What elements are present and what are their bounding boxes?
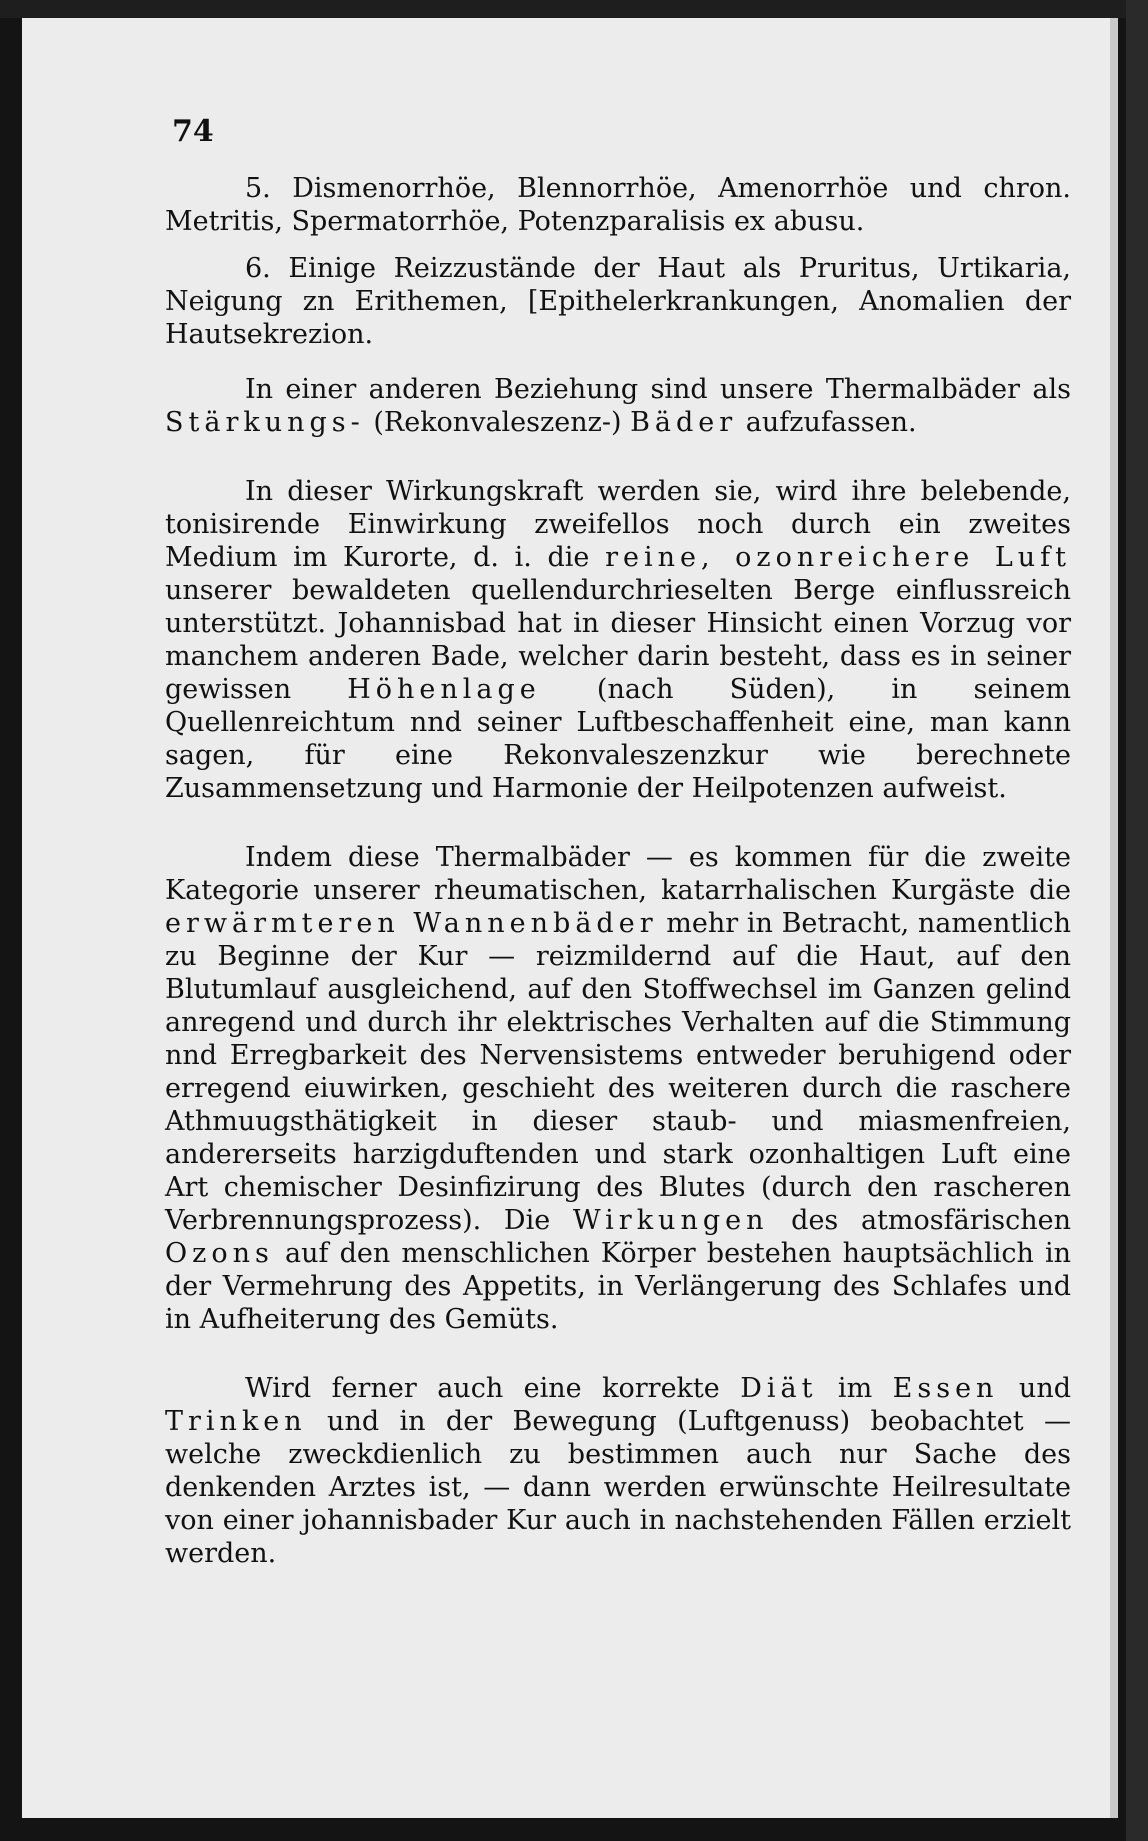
- paragraph-strengthening-baths: [165, 373, 1071, 439]
- paragraph-text: In einer anderen Beziehung sind unsere Thermalbäder als: [245, 374, 1071, 405]
- spaced-emphasis-text: Ozons: [165, 1238, 274, 1269]
- paragraph-text: und: [998, 1373, 1071, 1404]
- paragraph-text: 5. Dismenorrhöe, Blennorrhöe, Amenorrhöe und chron. Metritis, Spermatorrhöe, Potenzparalisis ex abusu.: [165, 173, 1071, 237]
- paragraph-text: In dieser Wirkungskraft werden sie, wird ihre belebende, tonisirende Einwirkung zweifellos noch durch ein zweites Medium im Kurorte, d. i. die: [165, 476, 1071, 573]
- spaced-emphasis-text: erwärmteren Wannenbäder: [165, 908, 658, 939]
- page-number: 74: [172, 114, 214, 149]
- paragraph-text: im: [817, 1373, 893, 1404]
- paragraph-thermal-effects: [165, 841, 1071, 1336]
- paragraph-text: (nach Süden), in seinem Quellenreichtum nnd seiner Luftbeschaffenheit eine, man kann sagen, für eine Rekonvaleszenzkur wie berechnete Zusammensetzung und Harmonie der Heilpotenzen aufweist.: [165, 674, 1072, 804]
- spaced-emphasis-text: Diät: [740, 1373, 818, 1404]
- paragraph-text: Wird ferner auch eine korrekte: [245, 1373, 741, 1404]
- paragraph-list-item-6: [165, 252, 1071, 351]
- paragraph-text: aufzufassen.: [737, 407, 917, 438]
- paragraph-text: 6. Einige Reizzustände der Haut als Pruritus, Urtikaria, Neigung zn Erithemen, [Epithelerkrankungen, Anomalien der Hautsekrezion.: [165, 253, 1071, 350]
- spaced-emphasis-text: Wirkungen: [572, 1205, 769, 1236]
- paragraph-list-item-5: [165, 172, 1071, 238]
- paragraph-text: unserer bewaldeten quellendurchrieselten Berge einflussreich unterstützt. Johannisbad hat in dieser Hinsicht einen Vorzug vor manchem anderen Bade, welcher darin besteht, dass es in seiner gewissen: [165, 575, 1071, 705]
- spaced-emphasis-text: Höhenlage: [347, 674, 541, 705]
- paragraph-text: (Rekonvaleszenz-): [364, 407, 631, 438]
- scan-top-edge: [0, 0, 1148, 18]
- paragraph-diet-results: [165, 1372, 1071, 1570]
- scan-right-edge: [1126, 0, 1148, 1841]
- spaced-emphasis-text: Bäder: [630, 407, 738, 438]
- spaced-emphasis-text: reine, ozonreichere Luft: [605, 542, 1071, 573]
- paragraph-text: Indem diese Thermalbäder — es kommen für die zweite Kategorie unserer rheumatischen, katarrhalischen Kurgäste die: [165, 842, 1071, 906]
- spaced-emphasis-text: Essen: [892, 1373, 999, 1404]
- spaced-emphasis-text: Stärkungs-: [165, 407, 365, 438]
- paragraph-air-quality: [165, 475, 1071, 805]
- paragraph-text: auf den menschlichen Körper bestehen hauptsächlich in der Vermehrung des Appetits, in Verlängerung des Schlafes und in Aufheiterung des Gemüts.: [165, 1238, 1071, 1335]
- paragraph-text: des atmosfärischen: [768, 1205, 1071, 1236]
- page-body-text: [165, 172, 1071, 1570]
- spaced-emphasis-text: Trinken: [165, 1406, 307, 1437]
- paragraph-text: und in der Bewegung (Luftgenuss) beobachtet — welche zweckdienlich zu bestimmen auch nur Sache des denkenden Arztes ist, — dann werden erwünschte Heilresultate von einer johannisbader Kur auch in nachstehenden Fällen erzielt werden.: [165, 1406, 1071, 1569]
- paragraph-text: mehr in Betracht, namentlich zu Beginne der Kur — reizmildernd auf die Haut, auf den Blutumlauf ausgleichend, auf den Stoffwechsel im Ganzen gelind anregend und durch ihr elektrisches Verhalten auf die Stimmung nnd Erregbarkeit des Nervensistems entweder beruhigend oder erregend eiuwirken, geschieht des weiteren durch die raschere Athmuugsthätigkeit in dieser staub- und miasmenfreien, andererseits harzigduftenden und stark ozonhaltigen Luft eine Art chemischer Desinfizirung des Blutes (durch den rascheren Verbrennungsprozess). Die: [165, 908, 1071, 1236]
